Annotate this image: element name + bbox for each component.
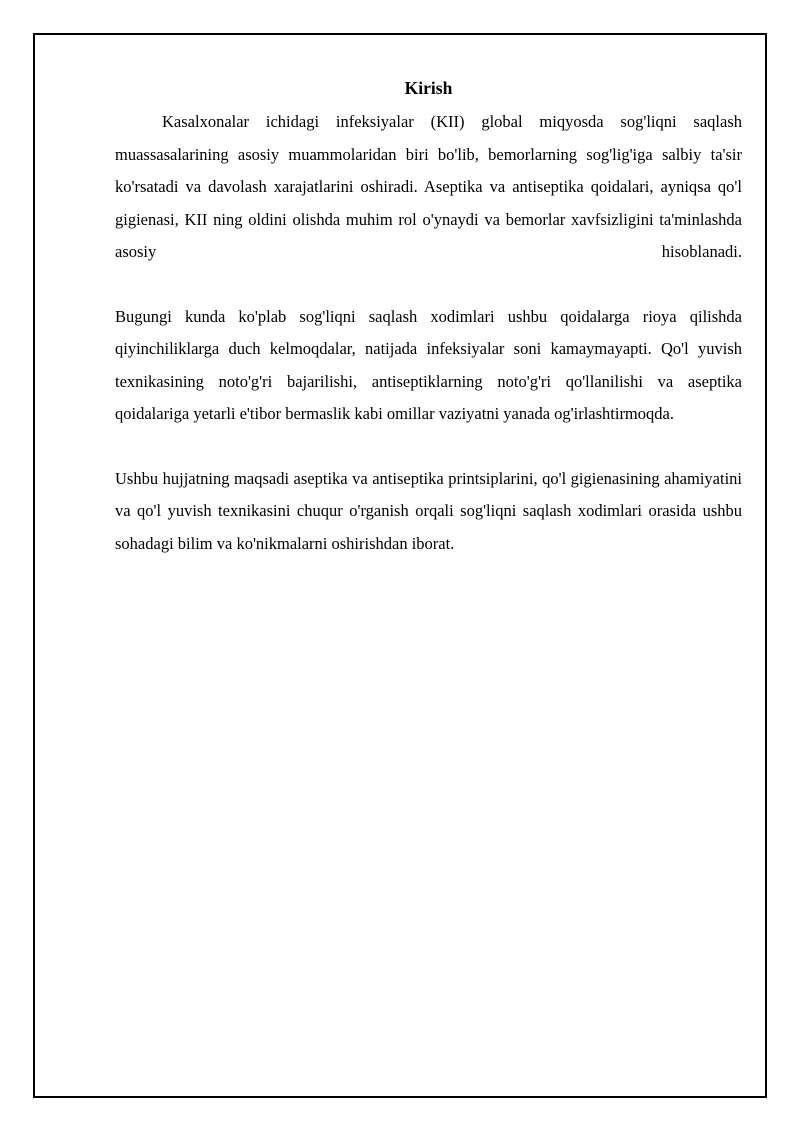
paragraph-purpose: Ushbu hujjatning maqsadi aseptika va antiseptika printsiplarini, qo'l gigienasining ahamiyatini va qo'l yuvish texnikasini chuqur o'rganish orqali sog'liqni saqlash xodimlari orasida ushbu sohadagi bilim va ko'nikmalarni oshirishdan iborat.	[115, 468, 742, 553]
paragraph-gap	[115, 269, 742, 301]
document-title: Kirish	[404, 78, 453, 98]
document-body	[115, 76, 742, 560]
paragraph-intro: Kasalxonalar ichidagi infeksiyalar (KII) global miqyosda sog'liqni saqlash muassasalarining asosiy muammolaridan biri bo'lib, bemorlarning sog'lig'iga salbiy ta'sir ko'rsatadi va davolash xarajatlarini oshiradi. Aseptika va antiseptika qoidalari, ayniqsa qo'l gigienasi, KII ning oldini olishda muhim rol o'ynaydi va bemorlar xavfsizligini ta'minlashda asosiy hisoblanadi.	[115, 112, 742, 261]
paragraph-gap	[115, 431, 742, 463]
paragraph-problems: Bugungi kunda ko'plab sog'liqni saqlash xodimlari ushbu qoidalarga rioya qilishda qiyinchiliklarga duch kelmoqdalar, natijada infeksiyalar soni kamaymayapti. Qo'l yuvish texnikasining noto'g'ri bajarilishi, antiseptiklarning noto'g'ri qo'llanilishi va aseptika qoidalariga yetarli e'tibor bermaslik kabi omillar vaziyatni yanada og'irlashtirmoqda.	[115, 306, 742, 423]
